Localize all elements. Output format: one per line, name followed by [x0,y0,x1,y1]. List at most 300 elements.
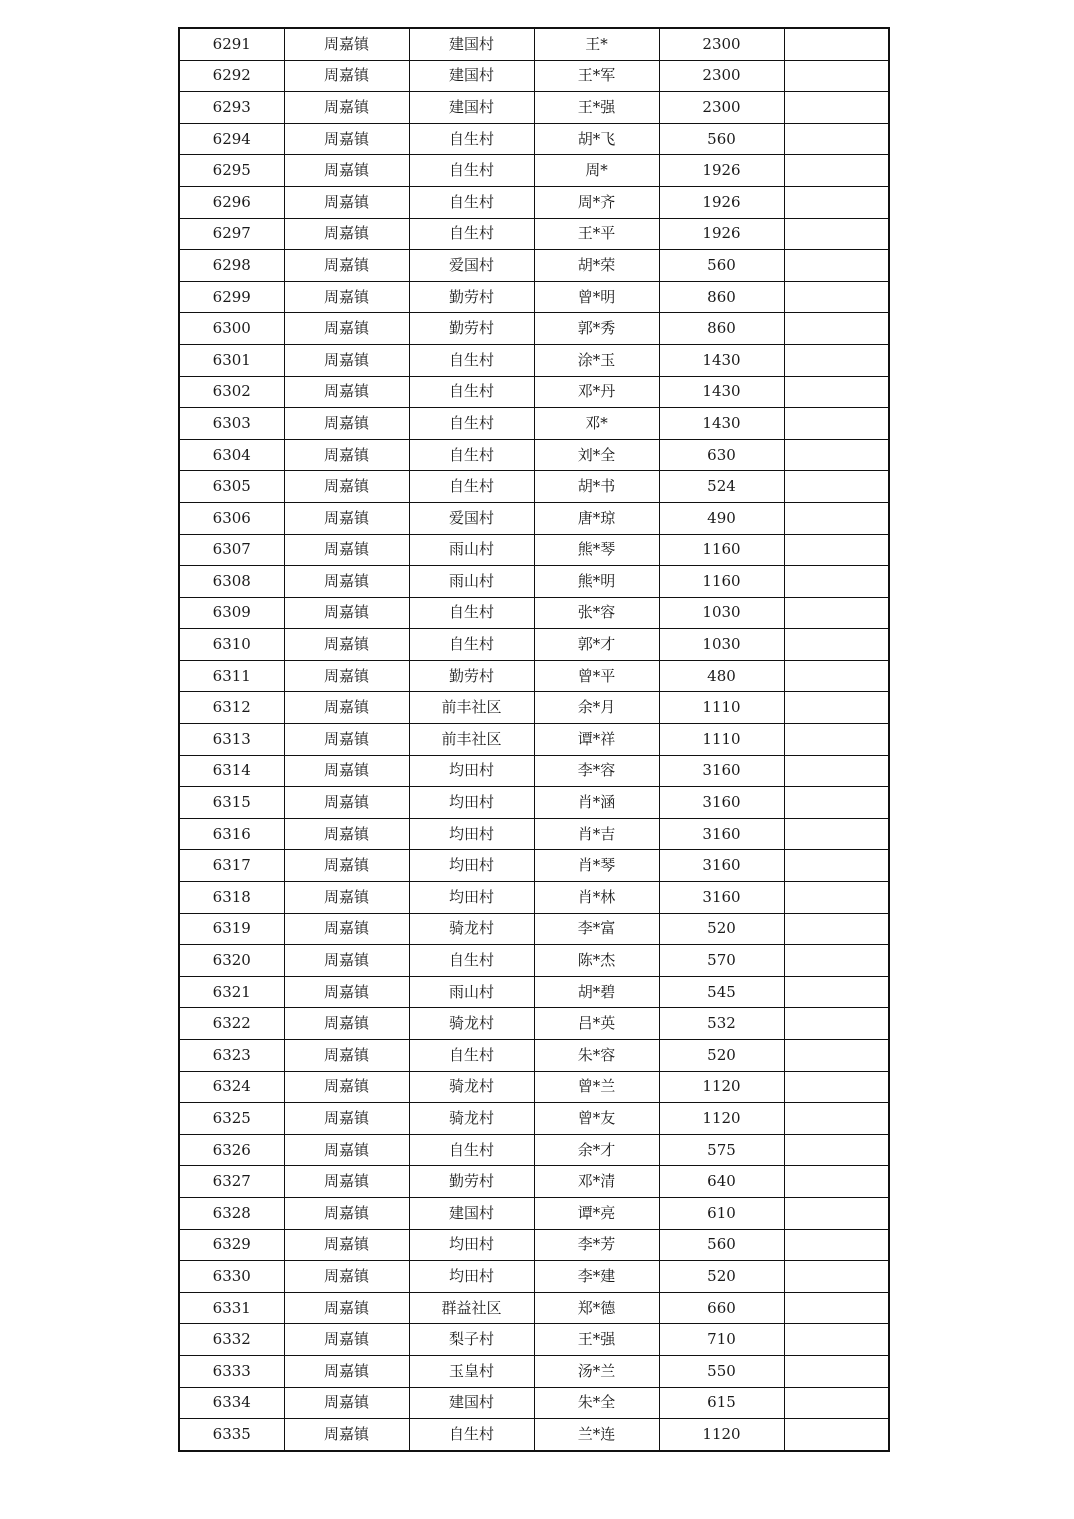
cell-id: 6295 [179,155,284,187]
cell-name: 李*芳 [534,1229,659,1261]
table-body [179,28,889,1451]
cell-amount: 520 [659,1261,784,1293]
cell-village: 勤劳村 [409,281,534,313]
cell-village: 勤劳村 [409,1166,534,1198]
cell-town: 周嘉镇 [284,945,409,977]
cell-note [784,660,889,692]
cell-village: 骑龙村 [409,1008,534,1040]
cell-town: 周嘉镇 [284,1355,409,1387]
cell-town: 周嘉镇 [284,1103,409,1135]
cell-note [784,218,889,250]
cell-name: 胡*荣 [534,250,659,282]
cell-note [784,123,889,155]
cell-town: 周嘉镇 [284,692,409,724]
cell-note [784,376,889,408]
cell-name: 李*富 [534,913,659,945]
cell-name: 熊*明 [534,566,659,598]
cell-note [784,1355,889,1387]
cell-id: 6317 [179,850,284,882]
cell-id: 6298 [179,250,284,282]
cell-town: 周嘉镇 [284,218,409,250]
cell-village: 自生村 [409,344,534,376]
cell-village: 自生村 [409,439,534,471]
table-row [179,28,889,60]
cell-note [784,566,889,598]
cell-note [784,28,889,60]
data-table [178,27,890,1452]
table-row [179,344,889,376]
cell-town: 周嘉镇 [284,92,409,124]
cell-id: 6306 [179,502,284,534]
cell-amount: 1160 [659,534,784,566]
cell-note [784,1040,889,1072]
cell-amount: 3160 [659,882,784,914]
cell-name: 胡*书 [534,471,659,503]
cell-note [784,534,889,566]
table-row [179,1134,889,1166]
cell-village: 建国村 [409,1387,534,1419]
cell-id: 6313 [179,724,284,756]
cell-id: 6303 [179,408,284,440]
cell-amount: 1430 [659,376,784,408]
table-row [179,439,889,471]
cell-note [784,408,889,440]
cell-amount: 1110 [659,724,784,756]
cell-name: 刘*全 [534,439,659,471]
cell-note [784,502,889,534]
cell-town: 周嘉镇 [284,566,409,598]
cell-village: 雨山村 [409,566,534,598]
cell-amount: 2300 [659,28,784,60]
cell-name: 张*容 [534,597,659,629]
table-row [179,313,889,345]
cell-amount: 615 [659,1387,784,1419]
cell-town: 周嘉镇 [284,155,409,187]
cell-id: 6333 [179,1355,284,1387]
cell-amount: 610 [659,1197,784,1229]
cell-id: 6301 [179,344,284,376]
cell-note [784,281,889,313]
cell-name: 郭*才 [534,629,659,661]
cell-id: 6327 [179,1166,284,1198]
cell-town: 周嘉镇 [284,471,409,503]
table-row [179,155,889,187]
cell-id: 6308 [179,566,284,598]
cell-town: 周嘉镇 [284,186,409,218]
cell-name: 肖*吉 [534,818,659,850]
cell-town: 周嘉镇 [284,850,409,882]
cell-id: 6321 [179,976,284,1008]
table-row [179,850,889,882]
cell-town: 周嘉镇 [284,1166,409,1198]
cell-amount: 1030 [659,629,784,661]
cell-amount: 550 [659,1355,784,1387]
cell-town: 周嘉镇 [284,344,409,376]
cell-note [784,913,889,945]
cell-note [784,1261,889,1293]
cell-village: 自生村 [409,597,534,629]
cell-amount: 640 [659,1166,784,1198]
cell-amount: 1120 [659,1419,784,1451]
cell-town: 周嘉镇 [284,408,409,440]
cell-town: 周嘉镇 [284,787,409,819]
cell-town: 周嘉镇 [284,1197,409,1229]
table-row [179,1103,889,1135]
cell-town: 周嘉镇 [284,1387,409,1419]
cell-name: 李*建 [534,1261,659,1293]
cell-note [784,439,889,471]
cell-note [784,787,889,819]
cell-id: 6312 [179,692,284,724]
cell-note [784,1229,889,1261]
cell-note [784,92,889,124]
cell-amount: 1430 [659,408,784,440]
cell-town: 周嘉镇 [284,281,409,313]
cell-town: 周嘉镇 [284,502,409,534]
cell-id: 6324 [179,1071,284,1103]
cell-name: 吕*英 [534,1008,659,1040]
table-row [179,1292,889,1324]
cell-name: 陈*杰 [534,945,659,977]
cell-id: 6331 [179,1292,284,1324]
cell-note [784,755,889,787]
cell-amount: 490 [659,502,784,534]
cell-note [784,597,889,629]
cell-id: 6302 [179,376,284,408]
cell-note [784,1292,889,1324]
table-row [179,1324,889,1356]
table-row [179,882,889,914]
cell-amount: 3160 [659,755,784,787]
table-row [179,755,889,787]
cell-amount: 3160 [659,787,784,819]
cell-note [784,818,889,850]
cell-amount: 575 [659,1134,784,1166]
cell-name: 谭*亮 [534,1197,659,1229]
cell-id: 6294 [179,123,284,155]
cell-amount: 560 [659,123,784,155]
cell-name: 周* [534,155,659,187]
cell-amount: 532 [659,1008,784,1040]
table-row [179,1355,889,1387]
cell-note [784,344,889,376]
table-row [179,787,889,819]
cell-amount: 1926 [659,155,784,187]
cell-note [784,471,889,503]
cell-name: 肖*涵 [534,787,659,819]
cell-village: 勤劳村 [409,313,534,345]
cell-town: 周嘉镇 [284,534,409,566]
cell-id: 6297 [179,218,284,250]
table-row [179,92,889,124]
cell-village: 均田村 [409,850,534,882]
cell-amount: 1926 [659,218,784,250]
table-row [179,376,889,408]
cell-town: 周嘉镇 [284,1071,409,1103]
cell-amount: 524 [659,471,784,503]
cell-note [784,945,889,977]
cell-note [784,629,889,661]
cell-note [784,60,889,92]
cell-id: 6292 [179,60,284,92]
cell-village: 梨子村 [409,1324,534,1356]
cell-note [784,155,889,187]
cell-amount: 860 [659,313,784,345]
cell-village: 自生村 [409,408,534,440]
cell-name: 涂*玉 [534,344,659,376]
cell-note [784,1324,889,1356]
cell-name: 余*月 [534,692,659,724]
cell-name: 王* [534,28,659,60]
cell-name: 曾*友 [534,1103,659,1135]
cell-id: 6320 [179,945,284,977]
table-row [179,1008,889,1040]
cell-note [784,850,889,882]
cell-id: 6296 [179,186,284,218]
cell-note [784,1419,889,1451]
cell-village: 爱国村 [409,502,534,534]
cell-amount: 3160 [659,850,784,882]
table-row [179,1040,889,1072]
cell-village: 自生村 [409,1134,534,1166]
cell-amount: 560 [659,250,784,282]
cell-amount: 1110 [659,692,784,724]
cell-name: 邓*清 [534,1166,659,1198]
cell-village: 玉皇村 [409,1355,534,1387]
cell-town: 周嘉镇 [284,1229,409,1261]
cell-town: 周嘉镇 [284,755,409,787]
cell-village: 前丰社区 [409,724,534,756]
cell-amount: 1030 [659,597,784,629]
cell-note [784,1197,889,1229]
table-row [179,1261,889,1293]
cell-town: 周嘉镇 [284,660,409,692]
table-row [179,123,889,155]
cell-village: 自生村 [409,218,534,250]
cell-village: 自生村 [409,471,534,503]
cell-town: 周嘉镇 [284,913,409,945]
cell-amount: 660 [659,1292,784,1324]
cell-name: 王*平 [534,218,659,250]
cell-town: 周嘉镇 [284,1008,409,1040]
cell-village: 勤劳村 [409,660,534,692]
table-row [179,281,889,313]
cell-town: 周嘉镇 [284,976,409,1008]
table-row [179,818,889,850]
cell-id: 6310 [179,629,284,661]
table-row [179,534,889,566]
cell-name: 兰*连 [534,1419,659,1451]
cell-id: 6318 [179,882,284,914]
cell-id: 6314 [179,755,284,787]
cell-id: 6293 [179,92,284,124]
cell-town: 周嘉镇 [284,629,409,661]
cell-name: 郑*德 [534,1292,659,1324]
cell-note [784,1166,889,1198]
cell-town: 周嘉镇 [284,1040,409,1072]
table-row [179,976,889,1008]
cell-village: 建国村 [409,1197,534,1229]
cell-name: 朱*容 [534,1040,659,1072]
cell-village: 均田村 [409,882,534,914]
cell-village: 自生村 [409,629,534,661]
cell-town: 周嘉镇 [284,1419,409,1451]
cell-id: 6335 [179,1419,284,1451]
cell-amount: 2300 [659,92,784,124]
cell-village: 前丰社区 [409,692,534,724]
cell-id: 6325 [179,1103,284,1135]
cell-village: 群益社区 [409,1292,534,1324]
cell-village: 建国村 [409,28,534,60]
cell-note [784,250,889,282]
cell-id: 6299 [179,281,284,313]
cell-id: 6326 [179,1134,284,1166]
table-row [179,1229,889,1261]
cell-amount: 480 [659,660,784,692]
cell-note [784,692,889,724]
cell-amount: 630 [659,439,784,471]
cell-name: 谭*祥 [534,724,659,756]
table-row [179,913,889,945]
cell-town: 周嘉镇 [284,1261,409,1293]
cell-town: 周嘉镇 [284,439,409,471]
cell-id: 6316 [179,818,284,850]
cell-id: 6329 [179,1229,284,1261]
cell-id: 6330 [179,1261,284,1293]
table-row [179,1387,889,1419]
cell-amount: 570 [659,945,784,977]
table-row [179,597,889,629]
cell-id: 6322 [179,1008,284,1040]
cell-name: 邓* [534,408,659,440]
cell-name: 肖*林 [534,882,659,914]
cell-name: 曾*明 [534,281,659,313]
cell-village: 自生村 [409,945,534,977]
cell-name: 王*强 [534,92,659,124]
cell-amount: 520 [659,1040,784,1072]
cell-amount: 710 [659,1324,784,1356]
table-row [179,502,889,534]
table-row [179,250,889,282]
table-row [179,60,889,92]
cell-village: 雨山村 [409,534,534,566]
table-row [179,186,889,218]
cell-name: 曾*平 [534,660,659,692]
cell-name: 朱*全 [534,1387,659,1419]
cell-village: 雨山村 [409,976,534,1008]
cell-name: 熊*琴 [534,534,659,566]
cell-note [784,976,889,1008]
cell-id: 6291 [179,28,284,60]
table-row [179,724,889,756]
table-row [179,1419,889,1451]
cell-village: 均田村 [409,787,534,819]
cell-town: 周嘉镇 [284,250,409,282]
cell-note [784,1103,889,1135]
cell-village: 建国村 [409,92,534,124]
table-row [179,945,889,977]
cell-name: 余*才 [534,1134,659,1166]
cell-village: 骑龙村 [409,913,534,945]
cell-village: 自生村 [409,155,534,187]
cell-town: 周嘉镇 [284,313,409,345]
cell-town: 周嘉镇 [284,818,409,850]
cell-id: 6300 [179,313,284,345]
cell-village: 均田村 [409,818,534,850]
cell-town: 周嘉镇 [284,1324,409,1356]
cell-amount: 1160 [659,566,784,598]
table-row [179,1197,889,1229]
cell-note [784,1134,889,1166]
cell-town: 周嘉镇 [284,1292,409,1324]
cell-amount: 3160 [659,818,784,850]
cell-id: 6311 [179,660,284,692]
cell-amount: 520 [659,913,784,945]
cell-id: 6323 [179,1040,284,1072]
cell-town: 周嘉镇 [284,60,409,92]
table-row [179,566,889,598]
cell-amount: 560 [659,1229,784,1261]
cell-amount: 1120 [659,1071,784,1103]
cell-id: 6334 [179,1387,284,1419]
cell-note [784,1071,889,1103]
cell-amount: 1120 [659,1103,784,1135]
cell-village: 自生村 [409,1419,534,1451]
cell-amount: 860 [659,281,784,313]
cell-note [784,186,889,218]
cell-name: 胡*飞 [534,123,659,155]
cell-village: 骑龙村 [409,1103,534,1135]
table-row [179,692,889,724]
cell-name: 李*容 [534,755,659,787]
table-row [179,1166,889,1198]
cell-note [784,1008,889,1040]
cell-name: 王*强 [534,1324,659,1356]
table-row [179,408,889,440]
cell-town: 周嘉镇 [284,1134,409,1166]
cell-note [784,1387,889,1419]
table-row [179,218,889,250]
cell-village: 均田村 [409,1229,534,1261]
cell-town: 周嘉镇 [284,28,409,60]
cell-id: 6332 [179,1324,284,1356]
cell-village: 均田村 [409,755,534,787]
table-row [179,629,889,661]
cell-village: 自生村 [409,1040,534,1072]
cell-town: 周嘉镇 [284,376,409,408]
table-row [179,471,889,503]
cell-town: 周嘉镇 [284,597,409,629]
cell-name: 周*齐 [534,186,659,218]
cell-village: 自生村 [409,376,534,408]
cell-village: 自生村 [409,186,534,218]
cell-id: 6307 [179,534,284,566]
cell-name: 郭*秀 [534,313,659,345]
cell-amount: 545 [659,976,784,1008]
cell-name: 王*军 [534,60,659,92]
cell-name: 肖*琴 [534,850,659,882]
cell-name: 胡*碧 [534,976,659,1008]
cell-note [784,313,889,345]
cell-amount: 2300 [659,60,784,92]
cell-amount: 1926 [659,186,784,218]
cell-id: 6319 [179,913,284,945]
cell-village: 建国村 [409,60,534,92]
cell-id: 6328 [179,1197,284,1229]
cell-name: 唐*琼 [534,502,659,534]
cell-name: 邓*丹 [534,376,659,408]
cell-note [784,724,889,756]
